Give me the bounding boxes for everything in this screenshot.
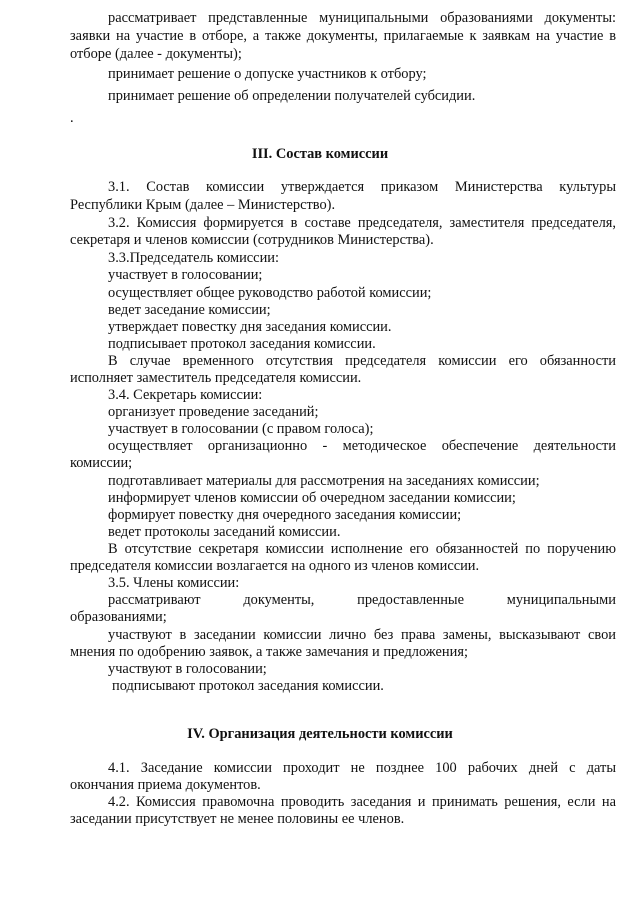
paragraph-line: 3.5. Члены комиссии: (108, 575, 240, 591)
paragraph-line: заседании присутствует не менее половины ее членов. (70, 811, 405, 827)
paragraph-line: заявки на участие в отборе, а также документы, прилагаемые к заявкам на участие в (70, 28, 616, 44)
list-item: комиссии; (70, 455, 133, 471)
paragraph-line: отборе (далее - документы); (70, 46, 242, 62)
paragraph-line: принимает решение об определении получателей субсидии. (108, 88, 476, 104)
list-item: информирует членов комиссии об очередном заседании комиссии; (108, 490, 516, 506)
paragraph-line: В случае временного отсутствия председателя комиссии его обязанности (108, 353, 616, 369)
paragraph-line: исполняет заместитель председателя комиссии. (70, 370, 362, 386)
list-item: участвует в голосовании (с правом голоса); (108, 421, 374, 437)
list-item: осуществляет общее руководство работой комиссии; (108, 285, 432, 301)
list-item: образованиями; (70, 609, 167, 625)
paragraph-line: 3.2. Комиссия формируется в составе председателя, заместителя председателя, (108, 215, 616, 231)
paragraph-line: В отсутствие секретаря комиссии исполнение его обязанностей по поручению (108, 541, 616, 557)
list-item: утверждает повестку дня заседания комиссии. (108, 319, 392, 335)
stray-dot: . (70, 110, 74, 126)
list-item: подписывает протокол заседания комиссии. (108, 336, 376, 352)
list-item: участвуют в заседании комиссии лично без права замены, высказывают свои (108, 627, 616, 643)
list-item: мнения по одобрению заявок, а также замечания и предложения; (70, 644, 468, 660)
paragraph-line: 3.4. Секретарь комиссии: (108, 387, 263, 403)
section-3-title: III. Состав комиссии (251, 146, 389, 162)
list-item: ведет протоколы заседаний комиссии. (108, 524, 341, 540)
paragraph-line: Республики Крым (далее – Министерство). (70, 197, 336, 213)
paragraph-line: 4.1. Заседание комиссии проходит не позднее 100 рабочих дней с даты (108, 760, 616, 776)
paragraph-line: рассматривает представленные муниципальными образованиями документы: (108, 10, 616, 26)
list-item: подписывают протокол заседания комиссии. (112, 678, 384, 694)
paragraph-line: секретаря и членов комиссии (сотрудников Министерства). (70, 232, 434, 248)
list-item: рассматривают документы, предоставленные муниципальными (108, 592, 616, 608)
list-item: осуществляет организационно - методическое обеспечение деятельности (108, 438, 616, 454)
paragraph-line: 3.1. Состав комиссии утверждается приказом Министерства культуры (108, 179, 616, 195)
paragraph-line: председателя комиссии возлагается на одного из членов комиссии. (70, 558, 480, 574)
paragraph-line: 4.2. Комиссия правомочна проводить заседания и принимать решения, если на (108, 794, 616, 810)
list-item: организует проведение заседаний; (108, 404, 319, 420)
paragraph-line: принимает решение о допуске участников к отбору; (108, 66, 427, 82)
section-4-title: IV. Организация деятельности комиссии (187, 726, 453, 742)
list-item: ведет заседание комиссии; (108, 302, 271, 318)
list-item: участвует в голосовании; (108, 267, 263, 283)
list-item: формирует повестку дня очередного заседания комиссии; (108, 507, 462, 523)
paragraph-line: 3.3.Председатель комиссии: (108, 250, 279, 266)
list-item: участвуют в голосовании; (108, 661, 267, 677)
list-item: подготавливает материалы для рассмотрения на заседаниях комиссии; (108, 473, 540, 489)
paragraph-line: окончания приема документов. (70, 777, 261, 793)
